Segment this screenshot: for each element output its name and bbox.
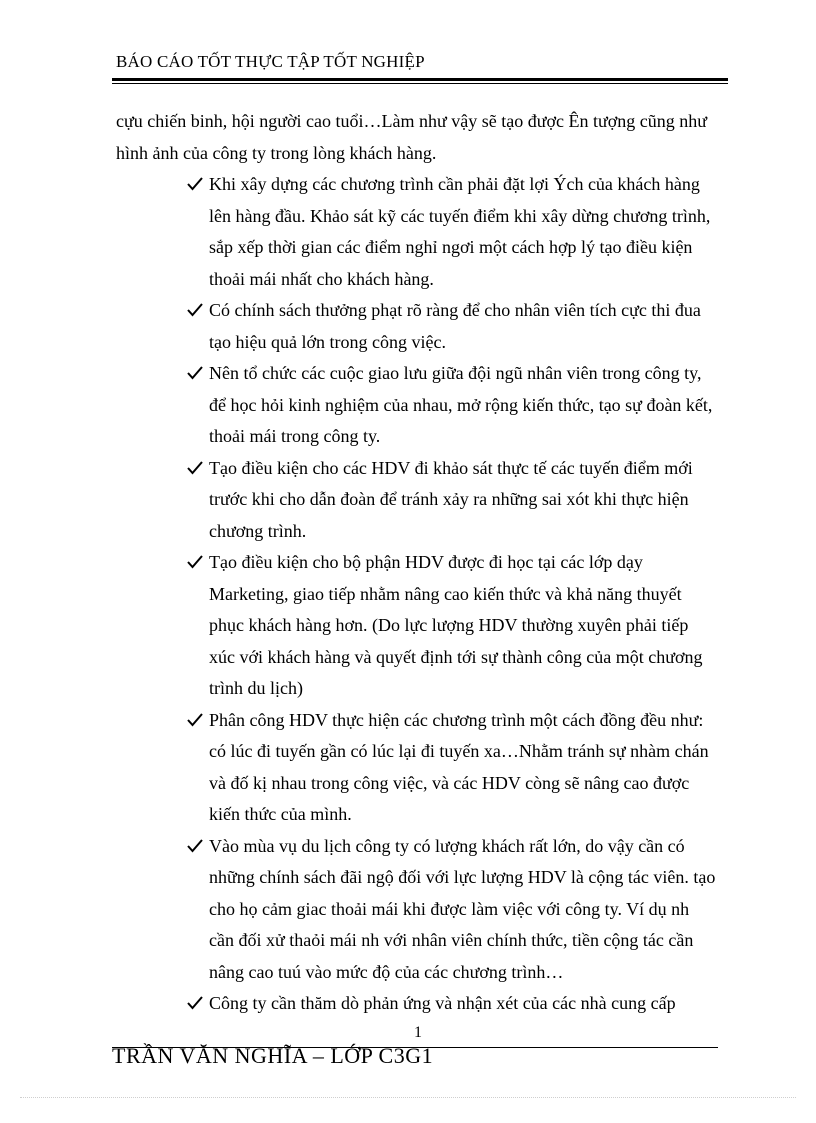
checkmark-icon [187,831,205,862]
header-divider-thin [112,83,728,84]
checkmark-icon [187,169,205,200]
intro-paragraph: cựu chiến binh, hội người cao tuổi…Làm như vậy sẽ tạo được Ên tượng cũng như hình ảnh của công ty trong lòng khách hàng. [116,111,707,163]
header-divider-thick [112,78,728,81]
list-item-text: Tạo điều kiện cho các HDV đi khảo sát thực tế các tuyến điểm mới trước khi cho dẫn đoàn để tránh xảy ra những sai xót khi thực hiện chương trình. [209,457,693,541]
checkmark-icon [187,547,205,578]
list-item [209,453,716,548]
list-item-text: Phân công HDV thực hiện các chương trình một cách đồng đều như: có lúc đi tuyến gần có lúc lại đi tuyến xa…Nhằm tránh sự nhàm chán và đố kị nhau trong công việc, và các HDV còng sẽ nâng cao được kiến thức của mình. [209,709,709,824]
checkmark-icon [187,705,205,736]
list-item-text: Vào mùa vụ du lịch công ty có lượng khách rất lớn, do vậy cần có những chính sách đãi ngộ đối với lực lượng HDV là cộng tác viên. tạo cho họ cảm giac thoải mái khi được làm việc với công ty. Ví dụ nh cần đối xử thaỏi mái nh với nhân viên chính thức, tiền cộng tác cần nâng cao tuú vào mức độ của các chương trình… [209,835,716,982]
list-item [209,295,716,358]
recommendation-list [116,169,716,1020]
document-header-title: BÁO CÁO TỐT THỰC TẬP TỐT NGHIỆP [116,52,425,71]
body-text [116,106,716,1020]
checkmark-icon [187,453,205,484]
list-item-text: Nên tổ chức các cuộc giao lưu giữa đội ngũ nhân viên trong công ty, để học hỏi kinh nghiệm của nhau, mở rộng kiến thức, tạo sự đoàn kết, thoải mái trong công ty. [209,363,713,446]
list-item-text: Khi xây dựng các chương trình cần phải đặt lợi Ých của khách hàng lên hàng đầu. Khảo sát kỹ các tuyến điểm khi xây dừng chương trình, sắp xếp thời gian các điểm nghỉ ngơi một cách hợp lý tạo điều kiện thoải mái nhất cho khách hàng. [209,174,711,289]
list-item-text: Có chính sách thưởng phạt rõ ràng để cho nhân viên tích cực thi đua tạo hiệu quả lớn trong công việc. [209,300,701,352]
list-item [209,988,716,1020]
list-item [209,358,716,453]
checkmark-icon [187,988,205,1019]
list-item [209,705,716,831]
page-number: 1 [414,1024,422,1041]
checkmark-icon [187,358,205,389]
list-item-text: Tạo điều kiện cho bộ phận HDV được đi học tại các lớp dạy Marketing, giao tiếp nhằm nâng cao kiến thức và khả năng thuyết phục khách hàng hơn. (Do lực lượng HDV thường xuyên phải tiếp xúc với khách hàng và quyết định tới sự thành công của một chương trình du lịch) [209,552,703,698]
list-item-text: Công ty cần thăm dò phản ứng và nhận xét của các nhà cung cấp [209,993,676,1013]
footer-author: TRẦN VĂN NGHĨA – LỚP C3G1 [112,1043,434,1068]
page-bottom-dotted-border [20,1097,796,1098]
checkmark-icon [187,295,205,326]
list-item [209,169,716,295]
list-item [209,831,716,989]
list-item [209,547,716,705]
